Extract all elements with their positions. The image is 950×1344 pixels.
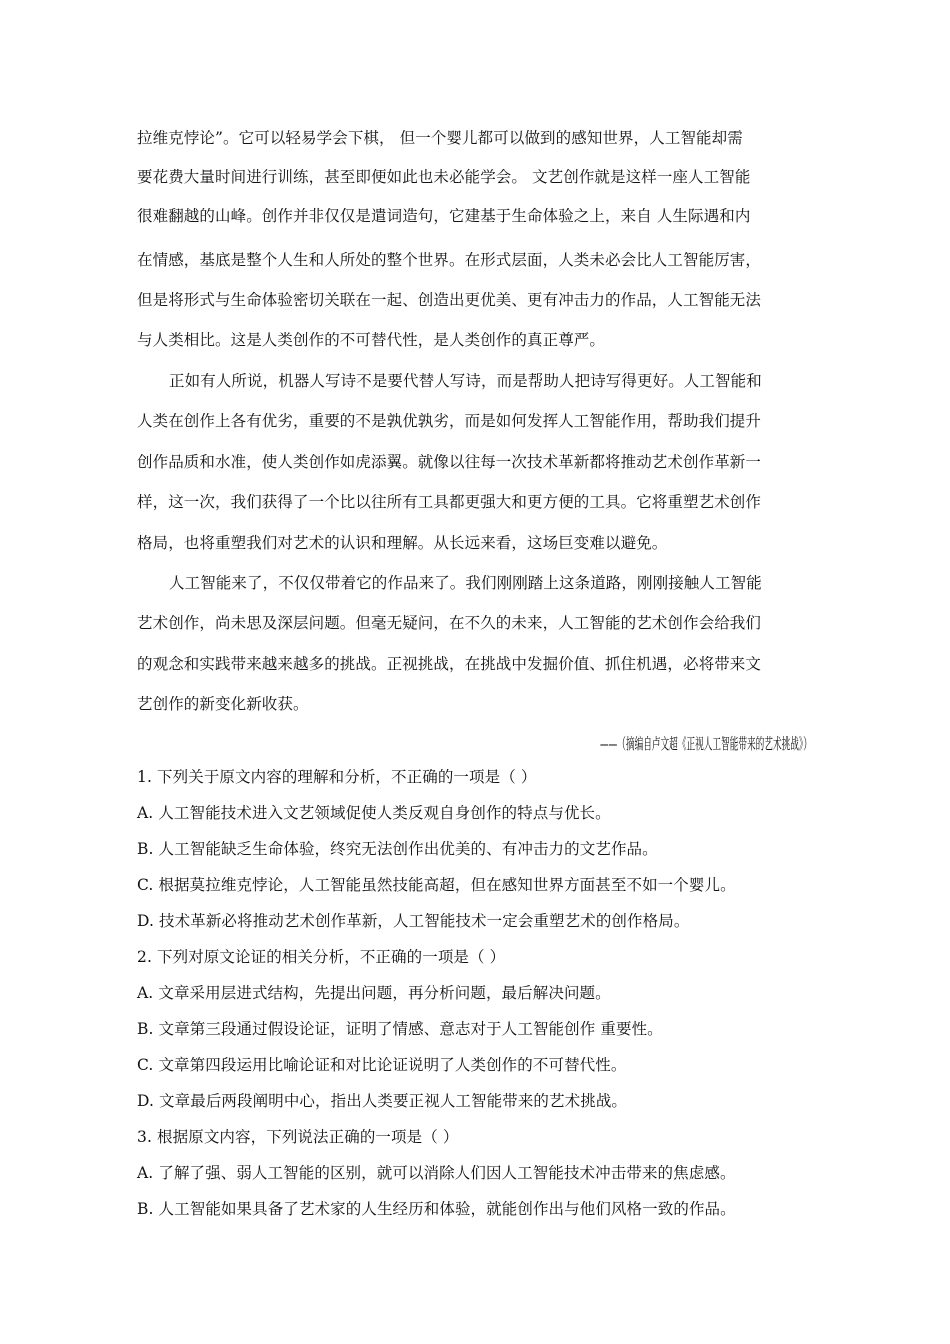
body-line: 格局，也将重塑我们对艺术的认识和理解。从长远来看，这场巨变难以避免。	[137, 534, 668, 552]
question-option: A. 文章采用层进式结构，先提出问题，再分析问题，最后解决问题。	[137, 984, 611, 1002]
question-option: B. 人工智能缺乏生命体验，终究无法创作出优美的、有冲击力的文艺作品。	[137, 840, 658, 858]
body-line: 在情感，基底是整个人生和人所处的整个世界。在形式层面，人类未必会比人工智能厉害，	[137, 251, 762, 269]
question-option: D. 技术革新必将推动艺术创作革新，人工智能技术一定会重塑艺术的创作格局。	[137, 912, 690, 930]
question-option: B. 人工智能如果具备了艺术家的人生经历和体验，就能创作出与他们风格一致的作品。	[137, 1200, 736, 1218]
body-line: 很难翻越的山峰。创作并非仅仅是遣词造句，它建基于生命体验之上，来自 人生际遇和内	[137, 207, 751, 225]
body-line: 创作品质和水准，使人类创作如虎添翼。就像以往每一次技术革新都将推动艺术创作革新一	[137, 453, 762, 471]
question-option: D. 文章最后两段阐明中心，指出人类要正视人工智能带来的艺术挑战。	[137, 1092, 628, 1110]
body-line: 样，这一次，我们获得了一个比以往所有工具都更强大和更方便的工具。它将重塑艺术创作	[137, 493, 762, 511]
body-line: 拉维克悖论”。它可以轻易学会下棋， 但一个婴儿都可以做到的感知世界，人工智能却需	[137, 129, 743, 147]
body-line: 人类在创作上各有优劣，重要的不是孰优孰劣，而是如何发挥人工智能作用，帮助我们提升	[137, 412, 762, 430]
question-option: A. 了解了强、弱人工智能的区别，就可以消除人们因人工智能技术冲击带来的焦虑感。	[137, 1164, 736, 1182]
body-line: 的观念和实践带来越来越多的挑战。正视挑战，在挑战中发掘价值、抓住机遇，必将带来文	[137, 655, 762, 673]
body-line: 但是将形式与生命体验密切关联在一起、创造出更优美、更有冲击力的作品，人工智能无法	[137, 291, 762, 309]
body-line: 艺术创作，尚未思及深层问题。但毫无疑问，在不久的未来，人工智能的艺术创作会给我们	[137, 614, 762, 632]
body-line: 正如有人所说，机器人写诗不是要代替人写诗，而是帮助人把诗写得更好。人工智能和	[169, 372, 762, 390]
question-option: A. 人工智能技术进入文艺领域促使人类反观自身创作的特点与优长。	[137, 804, 611, 822]
question-option: C. 根据莫拉维克悖论，人工智能虽然技能高超，但在感知世界方面甚至不如一个婴儿。	[137, 876, 736, 894]
body-line: 人工智能来了，不仅仅带着它的作品来了。我们刚刚踏上这条道路，刚刚接触人工智能	[169, 574, 762, 592]
source-citation: ——（摘编自卢文超《正视人工智能带来的艺术挑战》）	[600, 735, 812, 753]
question-stem: 2. 下列对原文论证的相关分析，不正确的一项是（ ）	[137, 948, 506, 966]
body-line: 与人类相比。这是人类创作的不可替代性，是人类创作的真正尊严。	[137, 331, 606, 349]
body-line: 艺创作的新变化新收获。	[137, 695, 309, 713]
question-stem: 3. 根据原文内容，下列说法正确的一项是（ ）	[137, 1128, 459, 1146]
question-stem: 1. 下列关于原文内容的理解和分析，不正确的一项是（ ）	[137, 768, 537, 786]
body-line: 要花费大量时间进行训练，甚至即便如此也未必能学会。 文艺创作就是这样一座人工智能	[137, 168, 751, 186]
question-option: C. 文章第四段运用比喻论证和对比论证说明了人类创作的不可替代性。	[137, 1056, 627, 1074]
question-option: B. 文章第三段通过假设论证，证明了情感、意志对于人工智能创作 重要性。	[137, 1020, 663, 1038]
